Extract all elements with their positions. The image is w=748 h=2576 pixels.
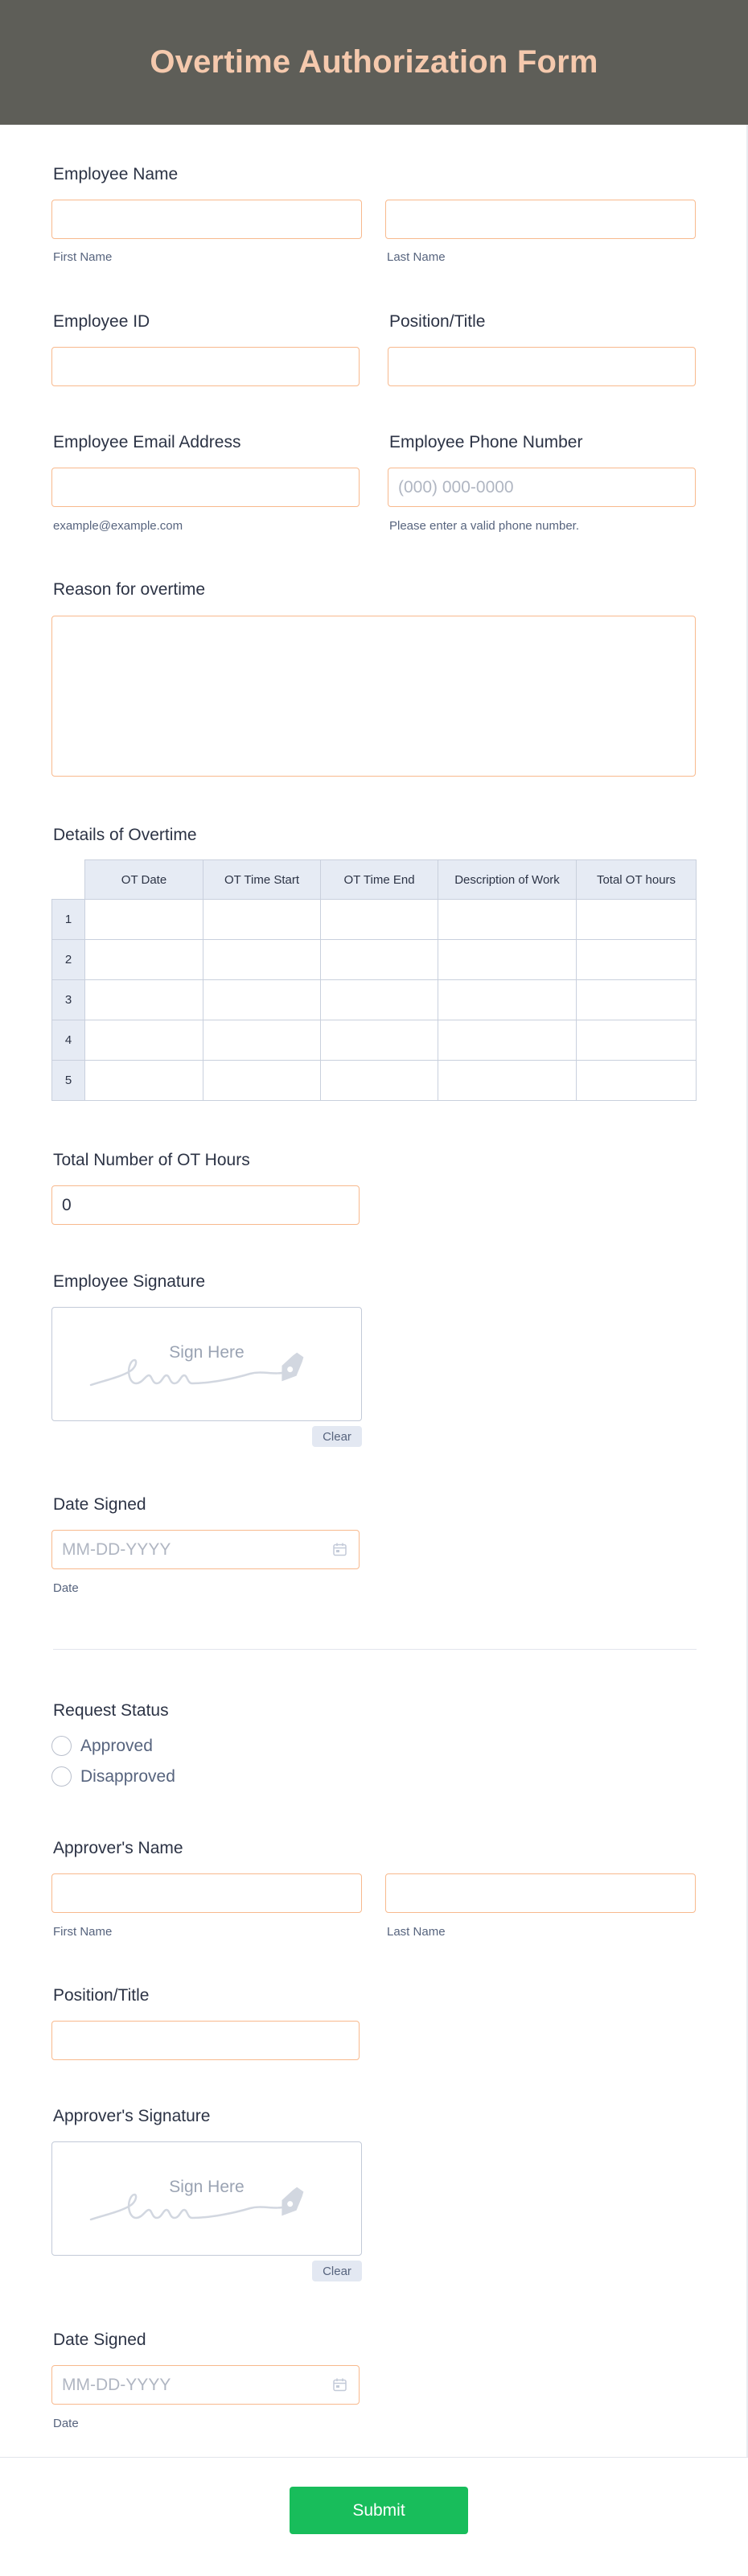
sign-here-text: Sign Here	[169, 2178, 245, 2196]
email-input[interactable]	[51, 468, 360, 507]
table-cell[interactable]	[203, 1020, 321, 1061]
position-title-input[interactable]	[388, 347, 696, 386]
approved-radio[interactable]	[51, 1736, 72, 1756]
table-cell[interactable]	[203, 900, 321, 940]
row-number: 2	[52, 940, 85, 980]
table-cell[interactable]	[321, 980, 438, 1020]
calendar-icon[interactable]	[333, 2378, 347, 2392]
signature-scribble-icon	[89, 1340, 331, 1396]
calendar-icon[interactable]	[333, 1543, 347, 1556]
employee-id-label: Employee ID	[53, 312, 150, 331]
employee-signature-clear-button[interactable]: Clear	[312, 1426, 362, 1447]
phone-label: Employee Phone Number	[389, 433, 583, 451]
table-cell[interactable]	[203, 1061, 321, 1101]
sign-here-text: Sign Here	[169, 1343, 245, 1362]
table-cell[interactable]	[438, 900, 577, 940]
table-row	[52, 1020, 697, 1061]
approver-date-sublabel: Date	[53, 2417, 79, 2430]
column-header-ot-time-end: OT Time End	[321, 860, 438, 900]
employee-first-name-input[interactable]	[51, 200, 362, 239]
employee-first-name-sublabel: First Name	[53, 250, 113, 264]
table-cell[interactable]	[85, 980, 203, 1020]
approver-signature-clear-button[interactable]: Clear	[312, 2261, 362, 2281]
employee-signature-pad[interactable]	[51, 1307, 362, 1421]
table-row	[52, 900, 697, 940]
email-sublabel: example@example.com	[53, 519, 183, 533]
table-cell[interactable]	[203, 940, 321, 980]
table-cell[interactable]	[577, 980, 697, 1020]
table-cell[interactable]	[321, 1061, 438, 1101]
employee-last-name-input[interactable]	[385, 200, 696, 239]
approver-last-name-sublabel: Last Name	[387, 1925, 446, 1939]
approver-last-name-input[interactable]	[385, 1873, 696, 1913]
column-header-ot-time-start: OT Time Start	[203, 860, 321, 900]
row-number: 4	[52, 1020, 85, 1061]
approver-name-label: Approver's Name	[53, 1839, 183, 1857]
approver-first-name-sublabel: First Name	[53, 1925, 113, 1939]
submit-button[interactable]: Submit	[290, 2487, 468, 2534]
row-number: 1	[52, 900, 85, 940]
table-cell[interactable]	[577, 940, 697, 980]
employee-last-name-sublabel: Last Name	[387, 250, 446, 264]
table-cell[interactable]	[85, 1061, 203, 1101]
table-cell[interactable]	[203, 980, 321, 1020]
table-cell[interactable]	[577, 1020, 697, 1061]
approved-radio-label[interactable]: Approved	[80, 1737, 153, 1755]
table-cell[interactable]	[438, 940, 577, 980]
table-cell[interactable]	[438, 980, 577, 1020]
approver-date-signed-input[interactable]	[51, 2365, 360, 2405]
phone-input[interactable]	[388, 468, 696, 507]
table-cell[interactable]	[85, 940, 203, 980]
form-title: Overtime Authorization Form	[150, 44, 598, 80]
email-label: Employee Email Address	[53, 433, 241, 451]
overtime-details-table	[51, 859, 697, 1101]
reason-label: Reason for overtime	[53, 580, 206, 599]
form-header	[0, 0, 748, 125]
reason-textarea[interactable]	[51, 616, 696, 777]
approver-first-name-input[interactable]	[51, 1873, 362, 1913]
table-cell[interactable]	[85, 900, 203, 940]
table-row	[52, 940, 697, 980]
employee-name-label: Employee Name	[53, 165, 179, 183]
disapproved-radio[interactable]	[51, 1766, 72, 1787]
table-row	[52, 980, 697, 1020]
total-hours-input[interactable]	[51, 1185, 360, 1225]
date-signed-label: Date Signed	[53, 1495, 146, 1514]
table-cell[interactable]	[85, 1020, 203, 1061]
signature-scribble-icon	[89, 2174, 331, 2231]
approver-signature-label: Approver's Signature	[53, 2107, 211, 2125]
approver-position-label: Position/Title	[53, 1986, 150, 2005]
section-divider	[53, 1649, 697, 1650]
table-cell[interactable]	[577, 900, 697, 940]
table-cell[interactable]	[321, 940, 438, 980]
date-sublabel: Date	[53, 1581, 79, 1595]
approver-signature-pad[interactable]	[51, 2141, 362, 2256]
row-number: 3	[52, 980, 85, 1020]
column-header-ot-date: OT Date	[85, 860, 203, 900]
employee-id-input[interactable]	[51, 347, 360, 386]
approver-position-input[interactable]	[51, 2021, 360, 2060]
disapproved-radio-label[interactable]: Disapproved	[80, 1767, 175, 1786]
table-cell[interactable]	[321, 1020, 438, 1061]
total-hours-label: Total Number of OT Hours	[53, 1151, 250, 1169]
employee-signature-label: Employee Signature	[53, 1272, 206, 1291]
column-header-description: Description of Work	[438, 860, 577, 900]
row-number: 5	[52, 1061, 85, 1101]
position-title-label: Position/Title	[389, 312, 486, 331]
request-status-label: Request Status	[53, 1701, 169, 1720]
table-cell[interactable]	[321, 900, 438, 940]
table-cell[interactable]	[438, 1020, 577, 1061]
approver-date-signed-label: Date Signed	[53, 2331, 146, 2349]
date-signed-input[interactable]	[51, 1530, 360, 1569]
table-cell[interactable]	[438, 1061, 577, 1101]
phone-sublabel: Please enter a valid phone number.	[389, 519, 579, 533]
footer-divider	[0, 2457, 748, 2458]
table-corner	[52, 860, 85, 900]
details-label: Details of Overtime	[53, 826, 197, 844]
table-cell[interactable]	[577, 1061, 697, 1101]
column-header-total-hours: Total OT hours	[577, 860, 697, 900]
table-row	[52, 1061, 697, 1101]
